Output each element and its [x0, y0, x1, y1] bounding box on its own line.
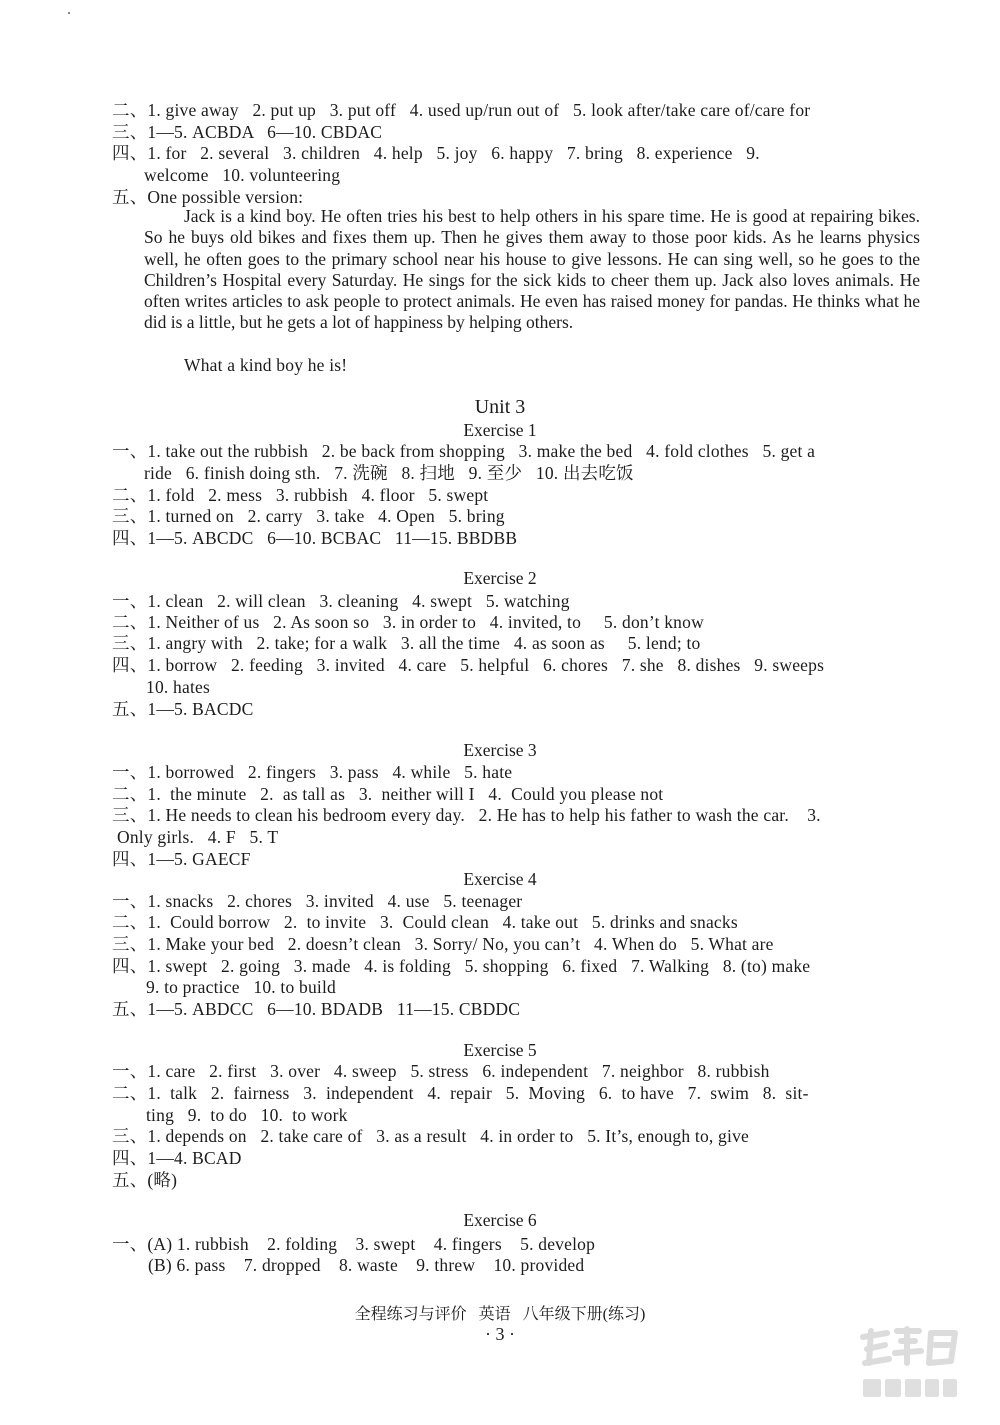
answer-line: 三、1. He needs to clean his bedroom every day. 2. He has to help his father to wash the car. 3.	[112, 805, 821, 825]
answer-line: 三、1. depends on 2. take care of 3. as a result 4. in order to 5. It’s, enough to, give	[112, 1126, 749, 1146]
sample-essay: Jack is a kind boy. He often tries his best to help others in his spare time. He is good at repairing bikes. So he buys old bikes and fixes them up. Then he gives them away to those poor kids. As he learns physics well, he often goes to the primary school near his house to give lessons. He can sing well, so he goes to the Children’s Hospital every Saturday. He sings for the sick kids to cheer them up. Jack also loves animals. He often writes articles to ask people to protect animals. He even has raised money for pandas. He thinks what he did is a little, but he gets a lot of happiness by helping others.	[144, 206, 920, 333]
page-number: · 3 ·	[485, 1324, 515, 1344]
answer-line: 二、1. the minute 2. as tall as 3. neither will I 4. Could you please not	[112, 784, 664, 804]
exercise-1-title: Exercise 1	[463, 420, 537, 440]
answer-line: 四、1—5. ABCDC 6—10. BCBAC 11—15. BBDBB	[112, 528, 518, 548]
answer-line: 五、(略)	[112, 1170, 178, 1190]
answer-line: 二、1. give away 2. put up 3. put off 4. used up/run out of 5. look after/take care of/care for	[112, 100, 811, 120]
answer-line: 四、1—4. BCAD	[112, 1148, 242, 1168]
answer-line: 五、1—5. ABDCC 6—10. BDADB 11—15. CBDDC	[112, 999, 521, 1019]
answer-line: 四、1—5. GAECF	[112, 849, 251, 869]
answer-line: (B) 6. pass 7. dropped 8. waste 9. threw 10. provided	[148, 1255, 585, 1275]
answer-line: 一、1. take out the rubbish 2. be back from shopping 3. make the bed 4. fold clothes 5. get a	[112, 441, 816, 461]
answer-line: 三、1. Make your bed 2. doesn’t clean 3. Sorry/ No, you can’t 4. When do 5. What are	[112, 934, 774, 954]
unit-title: Unit 3	[474, 396, 526, 418]
answer-line: 五、1—5. BACDC	[112, 699, 254, 719]
exercise-2-title: Exercise 2	[463, 568, 537, 588]
answer-line: welcome 10. volunteering	[144, 165, 341, 185]
answer-line: 一、1. clean 2. will clean 3. cleaning 4. swept 5. watching	[112, 591, 570, 611]
answer-line: 三、1—5. ACBDA 6—10. CBDAC	[112, 122, 383, 142]
answer-line: 三、1. turned on 2. carry 3. take 4. Open 5. bring	[112, 506, 505, 526]
answer-line: ride 6. finish doing sth. 7. 洗碗 8. 扫地 9. 至少 10. 出去吃饭	[144, 463, 634, 483]
exercise-5-title: Exercise 5	[463, 1040, 537, 1060]
watermark-logo	[857, 1323, 962, 1405]
answer-line: 10. hates	[146, 677, 211, 697]
answer-line: 四、1. for 2. several 3. children 4. help 5. joy 6. happy 7. bring 8. experience 9.	[112, 143, 760, 163]
answer-line: 一、1. borrowed 2. fingers 3. pass 4. while 5. hate	[112, 762, 513, 782]
answer-line: 9. to practice 10. to build	[146, 977, 336, 997]
exercise-6-title: Exercise 6	[463, 1210, 537, 1230]
answer-line: 三、1. angry with 2. take; for a walk 3. all the time 4. as soon as 5. lend; to	[112, 633, 701, 653]
answer-line: 一、1. snacks 2. chores 3. invited 4. use 5. teenager	[112, 891, 523, 911]
exercise-4-title: Exercise 4	[463, 869, 537, 889]
answer-line: 二、1. fold 2. mess 3. rubbish 4. floor 5. swept	[112, 485, 489, 505]
scan-speck	[68, 12, 70, 14]
answer-line: 四、1. borrow 2. feeding 3. invited 4. care 5. helpful 6. chores 7. she 8. dishes 9. sweeps	[112, 655, 825, 675]
answer-line: 一、1. care 2. first 3. over 4. sweep 5. stress 6. independent 7. neighbor 8. rubbish	[112, 1061, 770, 1081]
answer-line: 一、(A) 1. rubbish 2. folding 3. swept 4. fingers 5. develop	[112, 1234, 596, 1254]
answer-line: ting 9. to do 10. to work	[146, 1105, 348, 1125]
answer-line: 五、One possible version:	[112, 187, 304, 207]
answer-line: 二、1. talk 2. fairness 3. independent 4. repair 5. Moving 6. to have 7. swim 8. sit-	[112, 1083, 809, 1103]
answer-line: 二、1. Neither of us 2. As soon so 3. in order to 4. invited, to 5. don’t know	[112, 612, 704, 632]
answer-line: 二、1. Could borrow 2. to invite 3. Could clean 4. take out 5. drinks and snacks	[112, 912, 738, 932]
essay-closing: What a kind boy he is!	[184, 355, 348, 375]
answer-line: 四、1. swept 2. going 3. made 4. is folding 5. shopping 6. fixed 7. Walking 8. (to) make	[112, 956, 811, 976]
answer-line: Only girls. 4. F 5. T	[117, 827, 279, 847]
page-footer: 全程练习与评价 英语 八年级下册(练习)	[354, 1306, 646, 1323]
exercise-3-title: Exercise 3	[463, 740, 537, 760]
